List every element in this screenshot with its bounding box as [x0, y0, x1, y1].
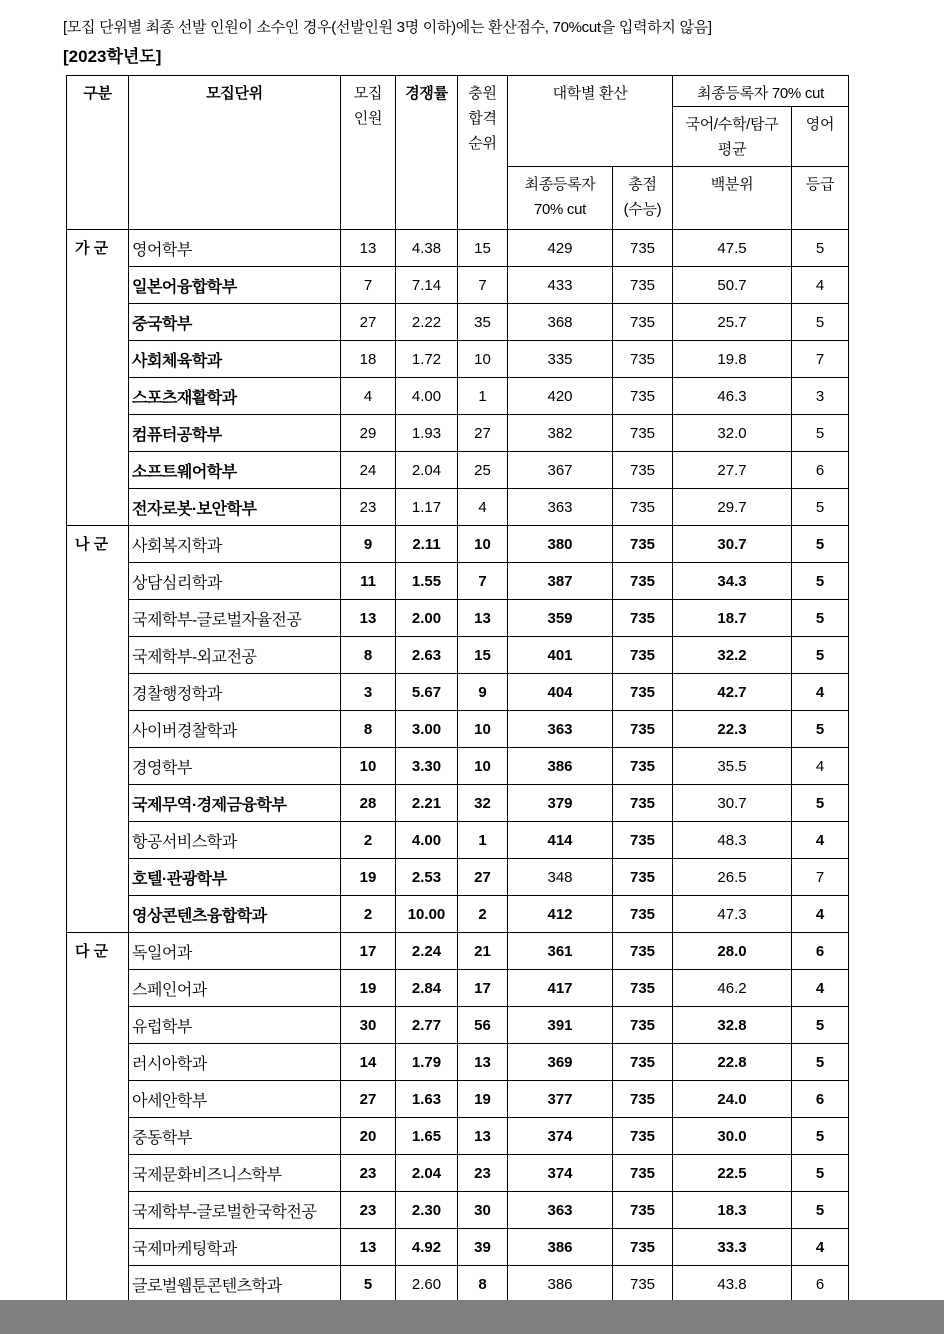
grade-value: 4 — [792, 674, 849, 711]
ratio-value: 7.14 — [396, 267, 458, 304]
grade-value: 5 — [792, 230, 849, 267]
group-label: 가 군 — [67, 230, 129, 526]
unit-name: 중동학부 — [129, 1118, 341, 1155]
unit-name: 아세안학부 — [129, 1081, 341, 1118]
percentile-value: 47.3 — [673, 896, 792, 933]
table-row — [67, 452, 849, 489]
total-score-value: 735 — [613, 600, 673, 637]
quota-value: 2 — [341, 822, 396, 859]
grade-value: 3 — [792, 378, 849, 415]
final-cut-score-value: 374 — [508, 1155, 613, 1192]
percentile-value: 43.8 — [673, 1266, 792, 1303]
ratio-value: 3.30 — [396, 748, 458, 785]
col-header-transfer-rank — [458, 76, 508, 230]
total-score-value: 735 — [613, 1118, 673, 1155]
unit-name: 사이버경찰학과 — [129, 711, 341, 748]
ratio-value: 4.38 — [396, 230, 458, 267]
ratio-value: 1.17 — [396, 489, 458, 526]
unit-name: 러시아학과 — [129, 1044, 341, 1081]
table-row — [67, 230, 849, 267]
final-cut-score-value: 369 — [508, 1044, 613, 1081]
quota-value: 4 — [341, 378, 396, 415]
unit-name: 경영학부 — [129, 748, 341, 785]
table-row — [67, 341, 849, 378]
grade-value: 6 — [792, 1081, 849, 1118]
table-row — [67, 1118, 849, 1155]
grade-value: 4 — [792, 970, 849, 1007]
grade-value: 4 — [792, 1229, 849, 1266]
transfer-rank-value: 15 — [458, 637, 508, 674]
col-header-univ-conversion: 대학별 환산 — [508, 76, 673, 167]
total-score-value: 735 — [613, 1155, 673, 1192]
table-row — [67, 1266, 849, 1303]
grade-value: 5 — [792, 526, 849, 563]
ratio-value: 4.92 — [396, 1229, 458, 1266]
percentile-value: 25.7 — [673, 304, 792, 341]
quota-value: 27 — [341, 304, 396, 341]
ratio-value: 1.55 — [396, 563, 458, 600]
total-score-value: 735 — [613, 526, 673, 563]
table-row — [67, 1081, 849, 1118]
table-row — [67, 600, 849, 637]
quota-value: 24 — [341, 452, 396, 489]
ratio-value: 1.79 — [396, 1044, 458, 1081]
col-header-transfer-line3: 순위 — [468, 135, 497, 152]
unit-name: 사회복지학과 — [129, 526, 341, 563]
col-header-kor-math-inquiry-line1: 국어/수학/탐구 — [685, 116, 779, 133]
quota-value: 2 — [341, 896, 396, 933]
grade-value: 5 — [792, 1118, 849, 1155]
final-cut-score-value: 404 — [508, 674, 613, 711]
final-cut-score-value: 361 — [508, 933, 613, 970]
ratio-value: 2.00 — [396, 600, 458, 637]
percentile-value: 47.5 — [673, 230, 792, 267]
total-score-value: 735 — [613, 415, 673, 452]
unit-name: 경찰행정학과 — [129, 674, 341, 711]
transfer-rank-value: 1 — [458, 378, 508, 415]
table-row — [67, 933, 849, 970]
ratio-value: 1.65 — [396, 1118, 458, 1155]
grade-value: 6 — [792, 1266, 849, 1303]
percentile-value: 33.3 — [673, 1229, 792, 1266]
quota-value: 18 — [341, 341, 396, 378]
final-cut-score-value: 387 — [508, 563, 613, 600]
year-title: [2023학년도] — [63, 47, 162, 66]
total-score-value: 735 — [613, 378, 673, 415]
unit-name: 국제학부-외교전공 — [129, 637, 341, 674]
quota-value: 28 — [341, 785, 396, 822]
ratio-value: 2.11 — [396, 526, 458, 563]
transfer-rank-value: 4 — [458, 489, 508, 526]
percentile-value: 32.0 — [673, 415, 792, 452]
transfer-rank-value: 10 — [458, 711, 508, 748]
quota-value: 13 — [341, 230, 396, 267]
unit-name: 국제무역·경제금융학부 — [129, 785, 341, 822]
quota-value: 14 — [341, 1044, 396, 1081]
grade-value: 5 — [792, 637, 849, 674]
unit-name: 스포츠재활학과 — [129, 378, 341, 415]
ratio-value: 2.63 — [396, 637, 458, 674]
total-score-value: 735 — [613, 1081, 673, 1118]
percentile-value: 46.2 — [673, 970, 792, 1007]
quota-value: 13 — [341, 600, 396, 637]
total-score-value: 735 — [613, 822, 673, 859]
grade-value: 5 — [792, 415, 849, 452]
total-score-value: 735 — [613, 304, 673, 341]
group-label: 다 군 — [67, 933, 129, 1303]
percentile-value: 24.0 — [673, 1081, 792, 1118]
total-score-value: 735 — [613, 489, 673, 526]
table-row — [67, 1229, 849, 1266]
grade-value: 7 — [792, 341, 849, 378]
admissions-table — [66, 75, 849, 1303]
col-header-english: 영어 — [792, 107, 849, 167]
total-score-value: 735 — [613, 637, 673, 674]
final-cut-score-value: 348 — [508, 859, 613, 896]
unit-name: 스페인어과 — [129, 970, 341, 1007]
transfer-rank-value: 17 — [458, 970, 508, 1007]
col-header-percentile: 백분위 — [673, 167, 792, 230]
ratio-value: 2.21 — [396, 785, 458, 822]
total-score-value: 735 — [613, 341, 673, 378]
unit-name: 소프트웨어학부 — [129, 452, 341, 489]
unit-name: 호텔·관광학부 — [129, 859, 341, 896]
final-cut-score-value: 433 — [508, 267, 613, 304]
grade-value: 5 — [792, 600, 849, 637]
grade-value: 6 — [792, 933, 849, 970]
table-row — [67, 415, 849, 452]
transfer-rank-value: 15 — [458, 230, 508, 267]
grade-value: 4 — [792, 896, 849, 933]
percentile-value: 42.7 — [673, 674, 792, 711]
note-text: [모집 단위별 최종 선발 인원이 소수인 경우(선발인원 3명 이하)에는 환산점수, 70%cut을 입력하지 않음] — [63, 19, 712, 36]
final-cut-score-value: 363 — [508, 1192, 613, 1229]
total-score-value: 735 — [613, 1266, 673, 1303]
table-row — [67, 1155, 849, 1192]
quota-value: 23 — [341, 489, 396, 526]
percentile-value: 29.7 — [673, 489, 792, 526]
quota-value: 30 — [341, 1007, 396, 1044]
percentile-value: 22.5 — [673, 1155, 792, 1192]
ratio-value: 2.24 — [396, 933, 458, 970]
transfer-rank-value: 56 — [458, 1007, 508, 1044]
quota-value: 29 — [341, 415, 396, 452]
table-row — [67, 748, 849, 785]
percentile-value: 22.8 — [673, 1044, 792, 1081]
final-cut-score-value: 363 — [508, 711, 613, 748]
table-row — [67, 785, 849, 822]
quota-value: 10 — [341, 748, 396, 785]
quota-value: 3 — [341, 674, 396, 711]
col-header-unit: 모집단위 — [129, 76, 341, 230]
final-cut-score-value: 429 — [508, 230, 613, 267]
col-header-ratio: 경쟁률 — [396, 76, 458, 230]
quota-value: 8 — [341, 711, 396, 748]
col-header-final-cut-group: 최종등록자 70% cut — [673, 76, 849, 107]
transfer-rank-value: 13 — [458, 600, 508, 637]
percentile-value: 48.3 — [673, 822, 792, 859]
percentile-value: 32.8 — [673, 1007, 792, 1044]
quota-value: 7 — [341, 267, 396, 304]
table-row — [67, 859, 849, 896]
final-cut-score-value: 386 — [508, 1229, 613, 1266]
table-row — [67, 1007, 849, 1044]
table-row — [67, 970, 849, 1007]
unit-name: 컴퓨터공학부 — [129, 415, 341, 452]
final-cut-score-value: 379 — [508, 785, 613, 822]
ratio-value: 2.84 — [396, 970, 458, 1007]
transfer-rank-value: 10 — [458, 526, 508, 563]
total-score-value: 735 — [613, 711, 673, 748]
final-cut-score-value: 386 — [508, 748, 613, 785]
ratio-value: 5.67 — [396, 674, 458, 711]
quota-value: 19 — [341, 970, 396, 1007]
table-row — [67, 637, 849, 674]
transfer-rank-value: 39 — [458, 1229, 508, 1266]
unit-name: 국제문화비즈니스학부 — [129, 1155, 341, 1192]
percentile-value: 18.3 — [673, 1192, 792, 1229]
unit-name: 상담심리학과 — [129, 563, 341, 600]
total-score-value: 735 — [613, 785, 673, 822]
table-row — [67, 674, 849, 711]
percentile-value: 46.3 — [673, 378, 792, 415]
table-row — [67, 1044, 849, 1081]
grade-value: 5 — [792, 304, 849, 341]
ratio-value: 2.04 — [396, 452, 458, 489]
table-row — [67, 822, 849, 859]
quota-value: 27 — [341, 1081, 396, 1118]
unit-name: 영상콘텐츠융합학과 — [129, 896, 341, 933]
table-row — [67, 526, 849, 563]
ratio-value: 2.30 — [396, 1192, 458, 1229]
final-cut-score-value: 367 — [508, 452, 613, 489]
percentile-value: 27.7 — [673, 452, 792, 489]
total-score-value: 735 — [613, 896, 673, 933]
percentile-value: 18.7 — [673, 600, 792, 637]
grade-value: 4 — [792, 267, 849, 304]
unit-name: 국제학부-글로벌자율전공 — [129, 600, 341, 637]
page-bottom-margin — [0, 1300, 944, 1334]
ratio-value: 2.60 — [396, 1266, 458, 1303]
transfer-rank-value: 1 — [458, 822, 508, 859]
ratio-value: 2.22 — [396, 304, 458, 341]
transfer-rank-value: 23 — [458, 1155, 508, 1192]
ratio-value: 4.00 — [396, 822, 458, 859]
quota-value: 19 — [341, 859, 396, 896]
col-header-quota — [341, 76, 396, 230]
quota-value: 5 — [341, 1266, 396, 1303]
col-header-kor-math-inquiry — [673, 107, 792, 167]
col-header-total-score-line2: (수능) — [623, 201, 662, 218]
ratio-value: 1.72 — [396, 341, 458, 378]
unit-name: 글로벌웹툰콘텐츠학과 — [129, 1266, 341, 1303]
final-cut-score-value: 401 — [508, 637, 613, 674]
grade-value: 5 — [792, 1155, 849, 1192]
ratio-value: 10.00 — [396, 896, 458, 933]
total-score-value: 735 — [613, 1229, 673, 1266]
total-score-value: 735 — [613, 859, 673, 896]
ratio-value: 3.00 — [396, 711, 458, 748]
quota-value: 13 — [341, 1229, 396, 1266]
quota-value: 20 — [341, 1118, 396, 1155]
table-row — [67, 489, 849, 526]
unit-name: 중국학부 — [129, 304, 341, 341]
table-row — [67, 378, 849, 415]
table-row — [67, 267, 849, 304]
quota-value: 23 — [341, 1192, 396, 1229]
ratio-value: 2.04 — [396, 1155, 458, 1192]
transfer-rank-value: 10 — [458, 748, 508, 785]
grade-value: 5 — [792, 563, 849, 600]
ratio-value: 2.53 — [396, 859, 458, 896]
col-header-final-cut-line2: 70% cut — [533, 201, 587, 218]
transfer-rank-value: 27 — [458, 859, 508, 896]
grade-value: 5 — [792, 1007, 849, 1044]
final-cut-score-value: 391 — [508, 1007, 613, 1044]
final-cut-score-value: 417 — [508, 970, 613, 1007]
unit-name: 영어학부 — [129, 230, 341, 267]
grade-value: 5 — [792, 1044, 849, 1081]
grade-value: 4 — [792, 748, 849, 785]
final-cut-score-value: 414 — [508, 822, 613, 859]
transfer-rank-value: 27 — [458, 415, 508, 452]
table-row — [67, 711, 849, 748]
percentile-value: 28.0 — [673, 933, 792, 970]
ratio-value: 2.77 — [396, 1007, 458, 1044]
final-cut-score-value: 380 — [508, 526, 613, 563]
unit-name: 유럽학부 — [129, 1007, 341, 1044]
final-cut-score-value: 374 — [508, 1118, 613, 1155]
col-header-transfer-line1: 충원 — [468, 85, 497, 102]
total-score-value: 735 — [613, 230, 673, 267]
percentile-value: 22.3 — [673, 711, 792, 748]
percentile-value: 26.5 — [673, 859, 792, 896]
total-score-value: 735 — [613, 674, 673, 711]
col-header-final-cut — [508, 167, 613, 230]
unit-name: 국제학부-글로벌한국학전공 — [129, 1192, 341, 1229]
grade-value: 7 — [792, 859, 849, 896]
percentile-value: 34.3 — [673, 563, 792, 600]
total-score-value: 735 — [613, 748, 673, 785]
table-row — [67, 304, 849, 341]
percentile-value: 30.7 — [673, 785, 792, 822]
quota-value: 23 — [341, 1155, 396, 1192]
unit-name: 사회체육학과 — [129, 341, 341, 378]
total-score-value: 735 — [613, 267, 673, 304]
ratio-value: 4.00 — [396, 378, 458, 415]
final-cut-score-value: 386 — [508, 1266, 613, 1303]
grade-value: 4 — [792, 822, 849, 859]
transfer-rank-value: 25 — [458, 452, 508, 489]
grade-value: 5 — [792, 785, 849, 822]
total-score-value: 735 — [613, 970, 673, 1007]
final-cut-score-value: 382 — [508, 415, 613, 452]
unit-name: 항공서비스학과 — [129, 822, 341, 859]
table-row — [67, 1192, 849, 1229]
col-header-total-score-line1: 총점 — [628, 176, 657, 193]
transfer-rank-value: 30 — [458, 1192, 508, 1229]
total-score-value: 735 — [613, 933, 673, 970]
percentile-value: 30.7 — [673, 526, 792, 563]
final-cut-score-value: 363 — [508, 489, 613, 526]
total-score-value: 735 — [613, 1007, 673, 1044]
quota-value: 11 — [341, 563, 396, 600]
grade-value: 6 — [792, 452, 849, 489]
table-row — [67, 896, 849, 933]
col-header-total-score — [613, 167, 673, 230]
unit-name: 독일어과 — [129, 933, 341, 970]
total-score-value: 735 — [613, 1192, 673, 1229]
transfer-rank-value: 13 — [458, 1044, 508, 1081]
percentile-value: 19.8 — [673, 341, 792, 378]
ratio-value: 1.93 — [396, 415, 458, 452]
total-score-value: 735 — [613, 1044, 673, 1081]
transfer-rank-value: 9 — [458, 674, 508, 711]
percentile-value: 32.2 — [673, 637, 792, 674]
col-header-quota-line1: 모집 — [353, 85, 383, 102]
col-header-grade: 등급 — [792, 167, 849, 230]
col-header-quota-line2: 인원 — [353, 110, 383, 127]
transfer-rank-value: 32 — [458, 785, 508, 822]
table-row — [67, 563, 849, 600]
total-score-value: 735 — [613, 452, 673, 489]
transfer-rank-value: 8 — [458, 1266, 508, 1303]
final-cut-score-value: 377 — [508, 1081, 613, 1118]
unit-name: 국제마케팅학과 — [129, 1229, 341, 1266]
group-label: 나 군 — [67, 526, 129, 933]
transfer-rank-value: 35 — [458, 304, 508, 341]
transfer-rank-value: 10 — [458, 341, 508, 378]
col-header-final-cut-line1: 최종등록자 — [524, 176, 596, 193]
grade-value: 5 — [792, 1192, 849, 1229]
transfer-rank-value: 19 — [458, 1081, 508, 1118]
transfer-rank-value: 7 — [458, 267, 508, 304]
unit-name: 일본어융합학부 — [129, 267, 341, 304]
transfer-rank-value: 13 — [458, 1118, 508, 1155]
col-header-category: 구분 — [67, 76, 129, 230]
final-cut-score-value: 368 — [508, 304, 613, 341]
quota-value: 17 — [341, 933, 396, 970]
final-cut-score-value: 359 — [508, 600, 613, 637]
transfer-rank-value: 2 — [458, 896, 508, 933]
percentile-value: 35.5 — [673, 748, 792, 785]
final-cut-score-value: 412 — [508, 896, 613, 933]
quota-value: 9 — [341, 526, 396, 563]
percentile-value: 30.0 — [673, 1118, 792, 1155]
final-cut-score-value: 335 — [508, 341, 613, 378]
quota-value: 8 — [341, 637, 396, 674]
ratio-value: 1.63 — [396, 1081, 458, 1118]
unit-name: 전자로봇·보안학부 — [129, 489, 341, 526]
col-header-transfer-line2: 합격 — [468, 110, 497, 127]
percentile-value: 50.7 — [673, 267, 792, 304]
grade-value: 5 — [792, 711, 849, 748]
total-score-value: 735 — [613, 563, 673, 600]
grade-value: 5 — [792, 489, 849, 526]
col-header-kor-math-inquiry-line2: 평균 — [717, 141, 747, 158]
transfer-rank-value: 21 — [458, 933, 508, 970]
final-cut-score-value: 420 — [508, 378, 613, 415]
transfer-rank-value: 7 — [458, 563, 508, 600]
